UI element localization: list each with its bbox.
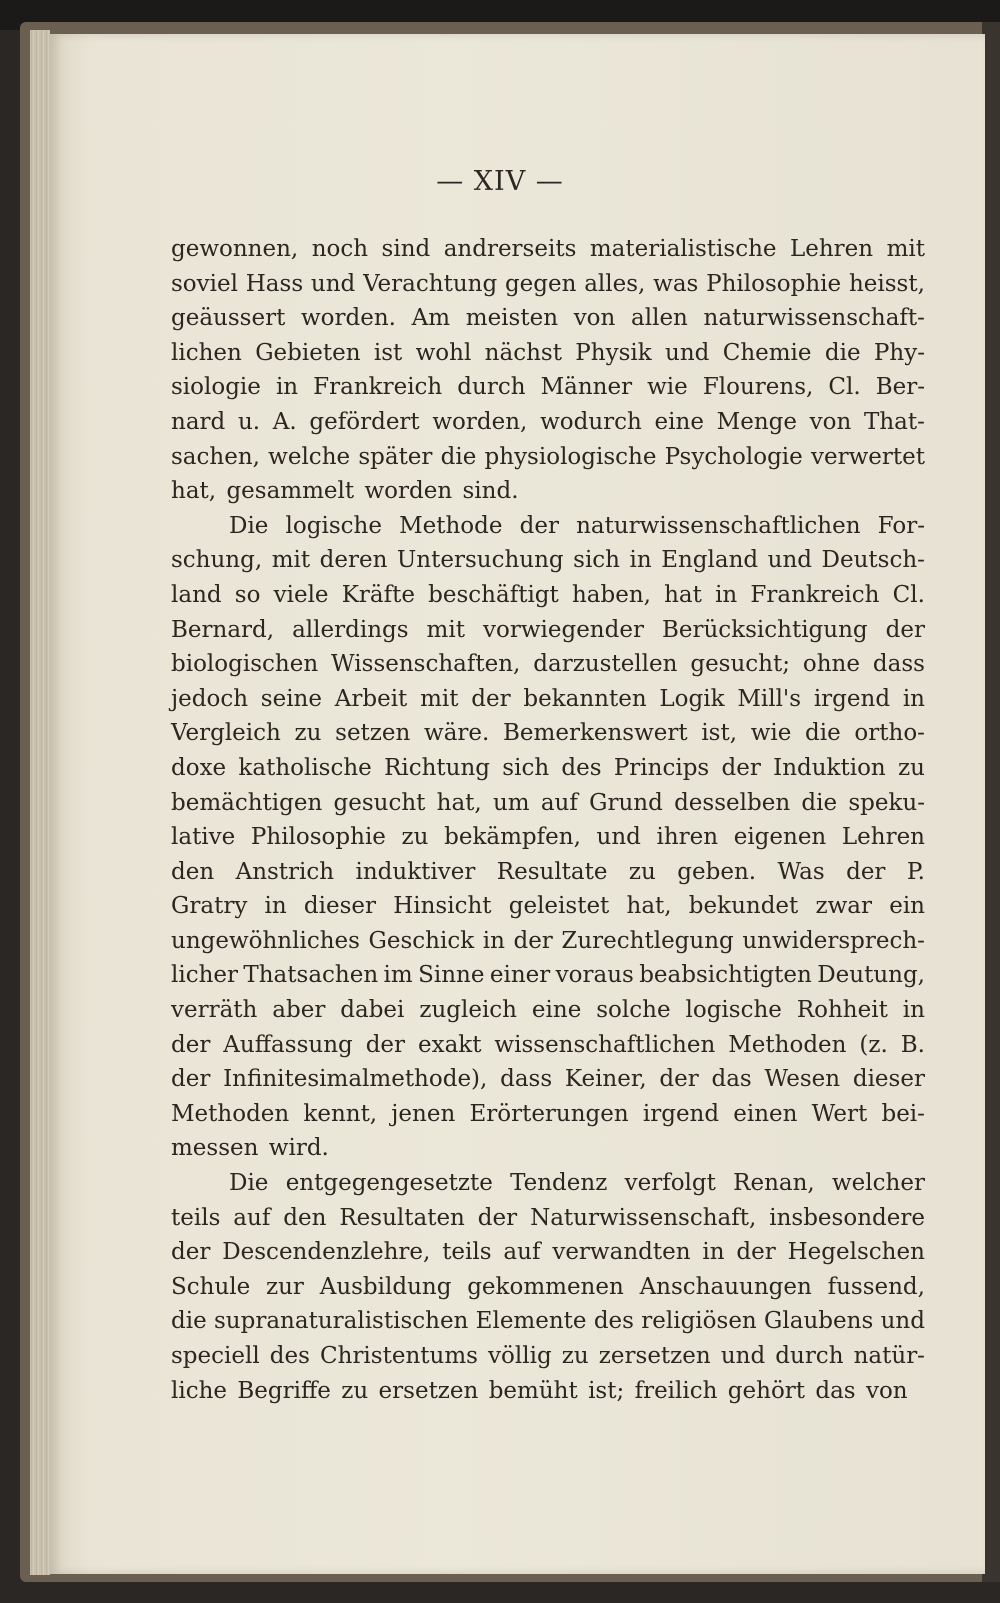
text-line: siologie in Frankreich durch Männer wie Flourens, Cl. Ber- [171, 374, 925, 401]
text-line: lative Philosophie zu bekämpfen, und ihren eigenen Lehren [171, 824, 925, 851]
text-line: Methoden kennt, jenen Erörterungen irgend einen Wert bei- [171, 1100, 925, 1127]
text-line: doxe katholische Richtung sich des Princips der Induktion zu [171, 754, 925, 781]
text-line: Die logische Methode der naturwissenschaftlichen For- [229, 512, 925, 539]
text-line: soviel Hass und Verachtung gegen alles, was Philosophie heisst, [171, 270, 925, 297]
text-line: Gratry in dieser Hinsicht geleistet hat, bekundet zwar ein [171, 893, 925, 920]
text-line: bemächtigen gesucht hat, um auf Grund desselben die speku- [171, 789, 925, 816]
text-line: sachen, welche später die physiologische Psychologie verwertet [171, 443, 925, 470]
paragraph [171, 509, 925, 1166]
text-line: biologischen Wissenschaften, darzustellen gesucht; ohne dass [171, 651, 925, 678]
text-line: speciell des Christentums völlig zu zersetzen und durch natür- [171, 1343, 925, 1369]
body-text [171, 232, 925, 1408]
text-line: der Descendenzlehre, teils auf verwandten in der Hegelschen [171, 1239, 925, 1266]
text-line: ungewöhnliches Geschick in der Zurechtlegung unwidersprech- [171, 927, 925, 954]
text-line: lichen Gebieten ist wohl nächst Physik und Chemie die Phy- [171, 339, 925, 366]
paragraph [171, 232, 925, 509]
text-line: den Anstrich induktiver Resultate zu geben. Was der P. [171, 858, 925, 885]
text-line: jedoch seine Arbeit mit der bekannten Logik Mill's irgend in [171, 685, 925, 712]
text-line: liche Begriffe zu ersetzen bemüht ist; freilich gehört das von [171, 1377, 908, 1404]
text-line: Die entgegengesetzte Tendenz verfolgt Renan, welcher [229, 1170, 925, 1197]
page-edges [30, 30, 50, 1575]
text-line: Bernard, allerdings mit vorwiegender Berücksichtigung der [171, 616, 925, 643]
text-line: nard u. A. gefördert worden, wodurch eine Menge von That- [171, 408, 925, 435]
text-line: licher Thatsachen im Sinne einer voraus beabsichtigten Deutung, [171, 962, 925, 989]
text-line: schung, mit deren Untersuchung sich in England und Deutsch- [171, 547, 925, 574]
text-line: Vergleich zu setzen wäre. Bemerkenswert ist, wie die ortho- [171, 720, 925, 747]
text-line: teils auf den Resultaten der Naturwissenschaft, insbesondere [171, 1204, 925, 1231]
text-line: Schule zur Ausbildung gekommenen Anschauungen fussend, [171, 1273, 925, 1300]
text-line: hat, gesammelt worden sind. [171, 478, 519, 505]
page-number: — XIV — [436, 166, 564, 197]
text-line: die supranaturalistischen Elemente des religiösen Glaubens und [171, 1308, 925, 1335]
text-line: der Auffassung der exakt wissenschaftlichen Methoden (z. B. [171, 1031, 925, 1058]
text-line: verräth aber dabei zugleich eine solche logische Rohheit in [171, 997, 925, 1024]
text-line: der Infinitesimalmethode), dass Keiner, der das Wesen dieser [171, 1066, 925, 1093]
text-line: geäussert worden. Am meisten von allen naturwissenschaft- [171, 305, 925, 332]
text-line: gewonnen, noch sind andrerseits materialistische Lehren mit [171, 236, 925, 262]
paragraph [171, 1166, 925, 1408]
text-line: messen wird. [171, 1135, 329, 1162]
text-line: land so viele Kräfte beschäftigt haben, hat in Frankreich Cl. [171, 581, 925, 608]
